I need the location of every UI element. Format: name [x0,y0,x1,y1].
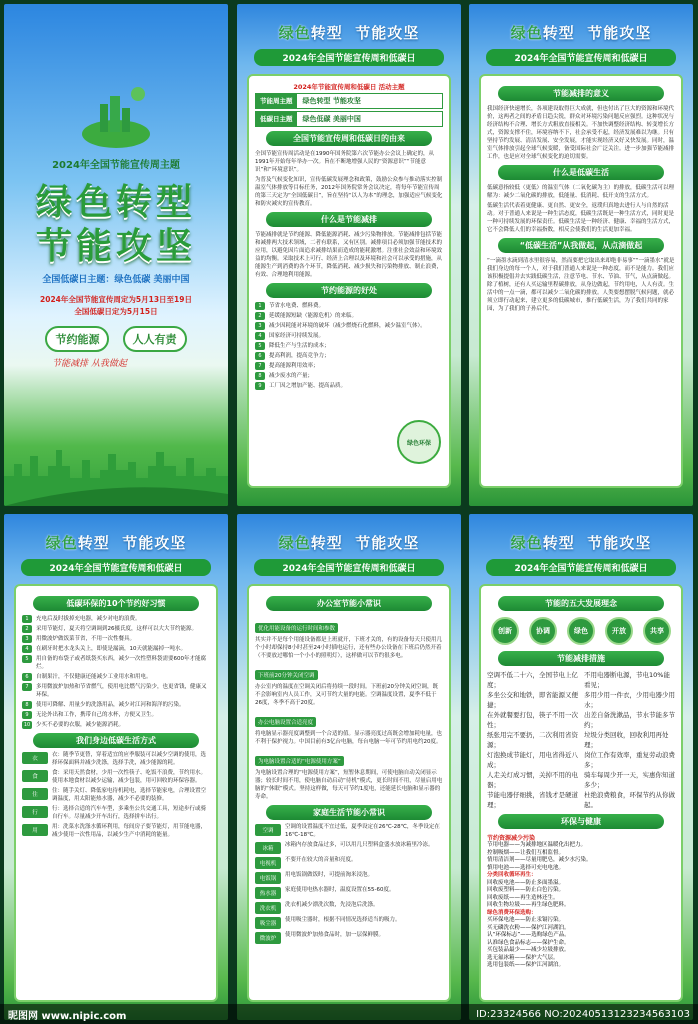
item-text: 用电饭锅做饭时，可提前淘米浸泡。 [285,872,374,878]
lowcarbon-theme: 全国低碳日主题：绿色低碳 美丽中国 [42,275,190,285]
item-text: 用：洗菜水洗涤水循环利用，每间房子要节能灯，用节能电器，减少使用一次性用品，以减少生产中消耗的能量。 [52,824,207,838]
item-text: 国家经济可持续发展。 [269,333,325,339]
item-text: 在刷牙时把水龙头关上，即使是漏滴，10天就能漏掉一吨水。 [36,646,187,652]
item-key: 行 [22,806,48,818]
item-key: 电视机 [255,857,281,869]
list-item [22,711,210,719]
item-text: 自制果汁，不仅健康还能减少工业用水和用电。 [36,674,152,680]
section-title: 办公室节能小常识 [266,596,431,611]
item-text: 使用微波炉加热食品时，加一层保鲜膜。 [285,932,385,938]
panel-habits [4,514,228,1020]
item-number: 5 [255,342,265,350]
section-title: 节约能源的好处 [266,283,431,298]
list-item [255,352,443,360]
slogan-badge-2: 人人有责 [123,326,187,352]
list-item [255,362,443,370]
big-title-2: 节能攻坚 [35,226,196,267]
panel-subtitle: 2024年全国节能宣传周和低碳日 [254,559,444,576]
list-item: 认准绿色食品标志——保护生命。 [487,939,570,946]
poem-line: 垃圾分类回收，回收利用再处理； [584,731,669,749]
section-title: 低碳环保的10个节约好习惯 [33,596,198,611]
list-item: 选用包装纸——保护江河湖泊。 [487,962,565,968]
item-number: 7 [255,362,265,370]
item-number: 8 [22,701,32,709]
section-title: 什么是节能减排 [266,212,431,227]
panel-concepts [469,514,693,1020]
item-number: 10 [23,722,31,728]
list-item [22,655,210,671]
item-text: 食：采用天然食材，少用一次性筷子、吃饭不浪费，节约用水。使用本地食材以减少运输，减少包装，用可回收的环保容器。 [52,770,207,784]
item-text: 工厂因之增加产能、提高品质。 [269,383,347,389]
content-card [479,584,683,1002]
leaf-logo-icon [4,64,228,164]
item-number: 9 [22,711,32,719]
item-number: 4 [22,645,32,653]
concept-circle: 绿色 [567,617,595,645]
paragraph: 我国经济快速增长，各项建设取得巨大成就，但也付出了巨大的资源和环境代价，这两者之间的矛盾日趋尖锐，群众对环境污染问题反应强烈。这种状况与经济结构不合理、增长方式粗放直接相关。不加快调整经济结构、转变增长方式，资源支撑不住，环境容纳不下，社会承受不起，经济发展难以为继。只有坚持节约发展、清洁发展、安全发展，才能实现经济又好又快发展。同时，温室气体排放引起全球气候变暖，备受国际社会广泛关注。进一步加强节能减排工作，也是应对全球气候变化的迫切需要。 [487,106,675,160]
item-text: 用微波炉做饭菜节省，不用一次性餐具。 [36,636,136,642]
list-item: 情用清洁剂——尽量用肥皂，减少水污染。 [487,857,592,863]
item-key: 空调 [255,824,281,836]
list-item [22,683,210,699]
item-text: 降低生产与生活的成本； [269,343,330,349]
item-key: 用 [22,824,48,836]
paragraph: 节能减排就是节约能源、降低能源消耗、减少污染物排放。节能减排包括节能和减排两大技术领域，二者有联系，又有区别。减排项目必须加强节能技术的应用，以避免因片面追求减排结果而造成的能耗激增。注重社会效益和环境效益的均衡。采取技术上可行、经济上合理以及环境和社会可以承受的措施，从能源生产到消费的各个环节，降低消耗、减少损失和污染物排放、制止浪费，有效、合理地利用能源。 [255,232,443,278]
concept-circle: 创新 [491,617,519,645]
list-item: 节用电器——为减排地区温暖化出把力。 [487,842,587,848]
watermark-id: ID:23324566 NO:20240513123234563103 [476,1008,690,1020]
panel-subtitle: 2024年全国节能宣传周和低碳日 [21,559,211,576]
item-number: 4 [255,332,265,340]
paragraph: “一滴墨水滴到清水里很容易，然而要把它取出来却绝非易事”“一滴墨水”就是我们身边的每一个人，对于我们普通人来说是一种态度，而不是能力。我们应该积极提倡并去实践低碳生活，注意节电、节水、节油、节气，从点滴做起。除了植树，还有人买运输里程碳排放，从身边做起，节约用电，人人有责。生活中的一点一滴，都可以减少二氧化碳的排放。人类要想摆脱气候问题，就必须立即行动起来，建立更多的低碳城市，推行低碳生活，为了我们共同的家园，为了我们的子孙后代。 [487,258,675,312]
tip-text: 其实并不是每个用能设备都是上班就开，下班才关的，有的设备每天只使用几个小时却保持8小时甚至24小时插电运行，还有些办公设备在下班后仍然开着（不要放过哪怕一个小小的照明灯），这样做可以节约很多电。 [255,637,443,659]
list-item: 买包装品最少——减少垃圾排放。 [487,947,570,953]
list-item: 回收废纸——再生造林还生。 [487,894,559,901]
content-card [247,584,451,1002]
item-key: 洗衣机 [255,902,281,914]
poem-line: 杜绝浪费粮食，环保节约从你做起。 [584,791,675,809]
section-title: 什么是低碳生活 [498,165,663,180]
slogan-badge-1: 节约能源 [45,326,109,352]
list-item [255,824,443,839]
theme-row-1: 节能周主题 绿色转型 节能攻坚 [255,93,443,109]
section-title: 环保与健康 [498,814,663,829]
item-text: 家庭使用电热水器时，温度设置在55-60度。 [285,887,395,893]
content-card [14,584,218,1002]
list-item [255,842,443,854]
list-item [255,709,443,746]
item-text: 节省水电费、燃料费。 [269,303,325,309]
section-title: 节能减排的意义 [498,86,663,101]
list-item: 绿色消费环保选购： [487,909,537,916]
list-item [255,302,443,310]
poem-line: 出差自备洗漱品，节水节能多节约； [584,711,675,729]
list-item [255,932,443,944]
item-text: 冰箱内存放食品过多，可以用几只塑料盒盛水放冰箱里冷冻。 [285,842,434,848]
list-item [22,770,210,785]
list-item [22,806,210,821]
benefit-list [255,302,443,390]
health-subhead: 节约资源减少污染 [487,835,536,842]
tip-text: 将电脑显示器亮度调整到一个合适的值。显示器亮度过高既会增加耗电量，也不利于保护视力。中国目前有3亿台电脑，每台电脑一年可节约用电约20度。 [255,731,443,745]
list-item: 选无氟冰箱——保护大气层。 [487,954,559,961]
item-text: 提高能源利用效率； [269,363,319,369]
panel-subtitle: 2024年全国节能宣传周和低碳日 [486,49,676,66]
item-text: 少买不必要的衣服，减少能源消耗。 [36,722,125,728]
poem-line: 不用电器断电源，节电10%能看见； [584,671,670,689]
date-line-1: 2024年全国节能宣传周定为5月13日至19日 [40,295,192,304]
list-item [255,662,443,707]
date-line-2: 全国低碳日定为5月15日 [74,307,158,316]
list-item [255,748,443,801]
paragraph: 全国节能宣传周活动是在1990年国务院第六次节能办公会议上确定的，从1991年开始每年举办一次。旨在不断地增强人民的“资源意识”“节能意识”和“环境意识”。 [255,151,434,173]
list-item: 分类回收循环再生： [487,872,537,878]
item-text: 减少因耗能对环境的破坏（减少燃烧石化燃料，减少温室气体）。 [269,323,426,329]
poem-line: 在外就餐要打包，筷子不用一次性； [487,711,578,729]
concept-circle: 协调 [529,617,557,645]
city-skyline-icon [4,436,228,506]
list-item [255,322,443,330]
list-item [22,635,210,643]
item-number: 6 [255,352,265,360]
item-text: 空调的设置温度不宜过低，夏季设定在26℃-28℃，冬季设定在16℃-18℃。 [285,824,440,838]
item-number: 1 [22,615,32,623]
item-number: 2 [255,312,265,320]
theme-head: 2024年节能宣传周和低碳日 活动主题 [293,83,405,91]
big-title-1: 绿色转型 [35,182,196,223]
panel-title: 绿色转型 节能攻坚 [278,534,420,552]
list-item [22,645,210,653]
list-item [255,857,443,869]
item-key: 电饭锅 [255,872,281,884]
poem-line: 人走关灯成习惯，关掉不用的电器； [487,771,578,789]
section-title: 家庭生活节能小常识 [266,805,431,820]
list-item: 买无磷洗衣粉——保护江河湖泊。 [487,924,570,931]
paragraph: 为普及气候变化知识，宣传低碳发展理念和政策，鼓励公众参与推动落实控制温室气体排放等目标任务，2012年国务院常务会议决定，将每年节能宣传周的第三天定为“全国低碳日”，旨在坚持“以人为本”的理念，加强适应气候变化和防灾减灾的宣传教育。 [255,177,443,207]
item-text: 衣：随季节更替，穿着适宜的应季服装可以减少空调的使用，选择环保面料并减少洗涤，选择手洗，减少能源的耗。 [52,752,207,766]
poem-line: 纸张用完不要扔，二次利用省资源； [487,731,578,749]
list-item: 买环保电池——防止汞镉污染。 [487,917,565,923]
poem-line: 多坐公交和地铁，即省能源又便捷； [487,691,578,709]
watermark-logo: 昵图网 www.nipic.com [8,1010,127,1022]
item-number: 8 [255,372,265,380]
item-number: 7 [22,683,32,691]
list-item [255,372,443,380]
panel-title: 绿色转型 节能攻坚 [510,24,652,42]
item-key: 冰箱 [255,842,281,854]
item-text: 采用节能灯，夏天将空调调到26摄氏度，这样可以大大节约能源。 [36,626,198,632]
item-text: 提高利润，提高竞争力； [269,353,330,359]
item-number: 6 [22,673,32,681]
list-item [255,615,443,660]
home-list [255,824,443,944]
list-item: 回收废电池——防止多面墨溢。 [487,879,565,886]
list-item [255,872,443,884]
item-number: 9 [255,382,265,390]
poem-line: 多用少用一件衣，少用电器少用水； [584,691,675,709]
tip-text: 办公室内的温度在空调关闭后将持续一段时间。下班前20分钟关闭空调，既不会影响室内人员工作，又可节约大量的电能。空调温度设置，夏季不低于26度，冬季不高于20度。 [255,684,439,706]
item-key: 住 [22,788,48,800]
item-key: 微波炉 [255,932,281,944]
habit-list [22,615,210,729]
list-item [255,902,443,914]
list-item [255,312,443,320]
tip-list [255,615,443,801]
item-key: 热水器 [255,887,281,899]
poem-line: 灯泡换成节能灯，用电省得近八成； [487,751,578,769]
poem-line: 节能电器仔细挑，省钱才是硬道理； [487,791,578,809]
item-key: 衣 [22,752,48,764]
item-text: 减少废水的产量； [269,373,314,379]
measure-poem [487,670,675,810]
list-item [22,701,210,709]
theme-row-2: 低碳日主题 绿色低碳 美丽中国 [255,111,443,127]
tip-heading: 办公电脑设置合适亮度 [255,717,316,727]
item-number: 1 [255,302,265,310]
list-item [22,824,210,839]
section-title: 我们身边低碳生活方式 [33,733,198,748]
eco-badge: 绿色环保 [397,420,441,464]
concept-circles [491,617,671,645]
item-key: 食 [22,770,48,782]
list-item: 回收废塑料——防止白色污染。 [487,887,565,893]
tip-text: 为电脑设置合理的“电源使用方案”，短暂休息期间，可使电脑自动关闭显示器；较长时间不用，使电脑自动启动“待机”模式，更长时间不用，尽量启用电脑的“休眠”模式。坚持这样做，每天可节约1度电，还能延长电脑和显示器的寿命。 [255,770,443,800]
paragraph: 低碳生活代表着更健康、更自然、更安全，返璞归真地去进行人与自然的活动。对于普通人来说是一种生活态度，低碳生活既是一种生活方式，同时更是一种可持续发展的环保责任。低碳生活是一种经济、健康、幸福的生活方式，它不会降低人们的幸福指数，相反会使我们的生活更加幸福。 [487,203,675,233]
item-number: 2 [22,625,32,633]
list-item [255,342,443,350]
tip-heading: 为电脑设置合适的“电源使用方案” [255,756,344,766]
list-item: 认“环保标志”——选购绿色产品。 [487,932,570,938]
panel-subtitle: 2024年全国节能宣传周和低碳日 [486,559,676,576]
item-text: 使用可降解、用量少的洗涤用品，减少对江河和海洋的污染。 [36,702,185,708]
item-text: 延缓能源短缺（能源危机）的来临。 [269,313,358,319]
content-card [479,74,683,488]
poem-line: 空调不低二十六，全国节电上亿度； [487,671,578,689]
panel-subtitle: 2024年全国节能宣传周和低碳日 [254,49,444,66]
health-list [487,842,675,970]
list-item: 慎用电池——选择可充电电池。 [487,864,565,871]
section-title: 节能减排措施 [498,651,663,666]
item-number: 5 [22,655,32,663]
watermark-bar [0,1004,698,1024]
panel-title: 绿色转型 节能攻坚 [278,24,420,42]
item-text: 行：选择合适的汽车车型，多乘坐公共交通工具，短途步行或骑自行车。尽量减少开车出行，选择拼车出行。 [52,806,207,820]
section-title: 全国节能宣传周和低碳日的由来 [266,131,431,146]
section-title: 节能的五大发展理念 [498,596,663,611]
item-text: 洗衣机减少漂洗次数，先浸泡后洗涤。 [285,902,379,908]
signature-line: 节能减排 从我做起 [52,359,127,369]
item-number: 3 [255,322,265,330]
concept-circle: 共享 [643,617,671,645]
poster-panel [4,4,228,506]
item-text: 不要开在较大的音量和亮度。 [285,857,357,863]
panel-title: 绿色转型 节能攻坚 [510,534,652,552]
panel-title: 绿色转型 节能攻坚 [45,534,187,552]
item-text: 无论外出和工作，携带自己的水杯，方便又卫生。 [36,712,158,718]
list-item [22,615,210,623]
item-number: 3 [22,635,32,643]
paragraph: 低碳意指较低（更低）的温室气体（二氧化碳为主）的排放，低碳生活可以理解为：减少二氧化碳的排放，低能量、低消耗、低开支的生活方式。 [487,185,675,199]
item-key: 吸尘器 [255,917,281,929]
list-item: 回收生物垃圾——再生绿色肥料。 [487,902,570,908]
content-card [247,74,451,488]
section-title: “低碳生活”从我做起，从点滴做起 [498,238,663,253]
item-text: 使用吸尘器时，根据不同情况选择适当的吸力。 [285,917,401,923]
tip-heading: 下班前20分钟关闭空调 [255,670,318,680]
list-item [255,332,443,340]
item-text: 多用微波炉加热和节省燃气，使用电比燃气污染少，也更省钱，健康又环保。 [36,684,207,698]
panel-origin [237,4,461,506]
list-item [22,721,210,729]
poem-line: 岗位工作有效率，重复劳动浪费多； [584,751,675,769]
panel-office [237,514,461,1020]
item-text: 住：随手关灯、降低家电待机耗电，选择节能家电，合理设置空调温度，用太阳能热水器，减少不必要的装修。 [52,788,207,802]
topic-line: 2024年全国节能宣传周主题 [52,160,180,171]
list-item [255,382,443,390]
concept-circle: 开放 [605,617,633,645]
way-list [22,752,210,839]
item-text: 充电后及时拔掉充电器，减少对电的浪费。 [36,616,141,622]
list-item [22,752,210,767]
list-item [22,625,210,633]
poem-line: 骑车每周少开一天，实惠你知道多少； [584,771,675,789]
list-item [22,673,210,681]
tip-heading: 优化用能设备的运行时间和参数 [255,623,338,633]
item-text: 用自备的布袋子或者纸袋买东西，减少一次性塑料袋需要600年才能腐烂。 [36,656,207,670]
list-item [255,917,443,929]
list-item [22,788,210,803]
list-item [255,887,443,899]
panel-meaning [469,4,693,506]
list-item: 控制吸烟——让我们互相监督。 [487,849,565,856]
